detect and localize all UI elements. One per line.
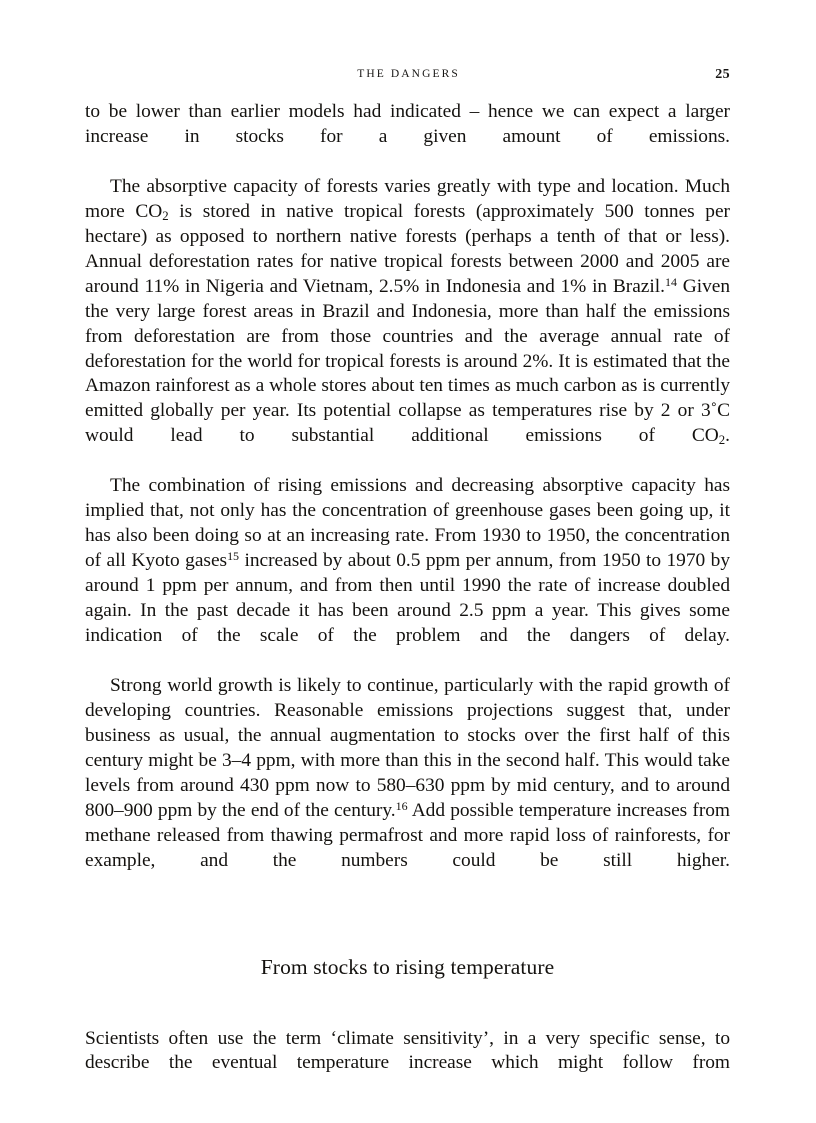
paragraph-4-seg-1: Strong world growth is likely to continue, particularly with the rapid growth of developing countries. Reasonable emissions projections suggest that, under business as usual, the annual augmentation to stocks over the first half of this century might be 3–4 ppm, with more than this in the second half. This would take levels from around 430 ppm now to 580–630 ppm by mid century, and to around 800–900 ppm by the end of the century. [85,674,730,821]
heading-spacer-bottom [85,980,730,1027]
paragraph-2-seg-2: is stored in native tropical forests (approximately 500 tonnes per hectare) as opposed to northern native forests (perhaps a tenth of that or less). Annual deforestation rates for native tropical forests between 2000 and 2005 are around 11% in Nigeria and Vietnam, 2.5% in Indonesia and 1% in Brazil. [85,200,730,297]
paragraph-5: Scientists often use the term ‘climate sensitivity’, in a very specific sense, to describe the eventual temperature increase which might follow from [85,1027,730,1074]
paragraph-2-seg-3: Given the very large forest areas in Brazil and Indonesia, more than half the emissions from deforestation are from those countries and the average annual rate of deforestation for the world for tropical forests is around 2%. It is estimated that the Amazon rainforest as a whole stores about ten times as much carbon as is currently emitted globally per year. Its potential collapse as temperatures rise by 2 or 3˚C would lead to substantial additional emissions of CO [85,275,731,447]
running-head [85,68,730,84]
paragraph-4-seg-2: Add possible temperature increases from methane released from thawing permafrost and more rapid loss of rainforests, for example, and the numbers could be still higher. [85,799,730,871]
page-number: 25 [715,67,730,82]
paragraph-1: to be lower than earlier models had indicated – hence we can expect a larger increase in stocks for a given amount of emissions. [85,101,730,147]
paragraph-3-seg-1: The combination of rising emissions and decreasing absorptive capacity has implied that, not only has the concentration of greenhouse gases been going up, it has also been doing so at an increasing rate. From 1930 to 1950, the concentration of all Kyoto gases [85,475,730,572]
footnote-marker-15: 15 [227,548,240,563]
footnote-marker-16: 16 [395,798,408,813]
paragraph-3-seg-2: increased by about 0.5 ppm per annum, from 1950 to 1970 by around 1 ppm per annum, and from then until 1990 the rate of increase doubled again. In the past decade it has been around 2.5 ppm a year. This gives some indication of the scale of the problem and the dangers of delay. [85,550,730,647]
paragraph-2-seg-1: The absorptive capacity of forests varies greatly with type and location. Much more CO [85,175,730,222]
section-heading: From stocks to rising temperature [260,954,555,979]
co2-subscript: 2 [162,208,169,223]
paragraph-2-seg-4: . [725,425,730,447]
paragraph-2 [85,175,730,474]
heading-spacer-top [85,899,730,954]
paragraph-3 [85,474,730,674]
footnote-marker-14: 14 [664,274,677,289]
body-text-block [85,100,730,1101]
co2-subscript-end: 2 [718,433,726,448]
paragraph-4 [85,674,730,899]
running-head-title: THE DANGERS [357,68,460,80]
